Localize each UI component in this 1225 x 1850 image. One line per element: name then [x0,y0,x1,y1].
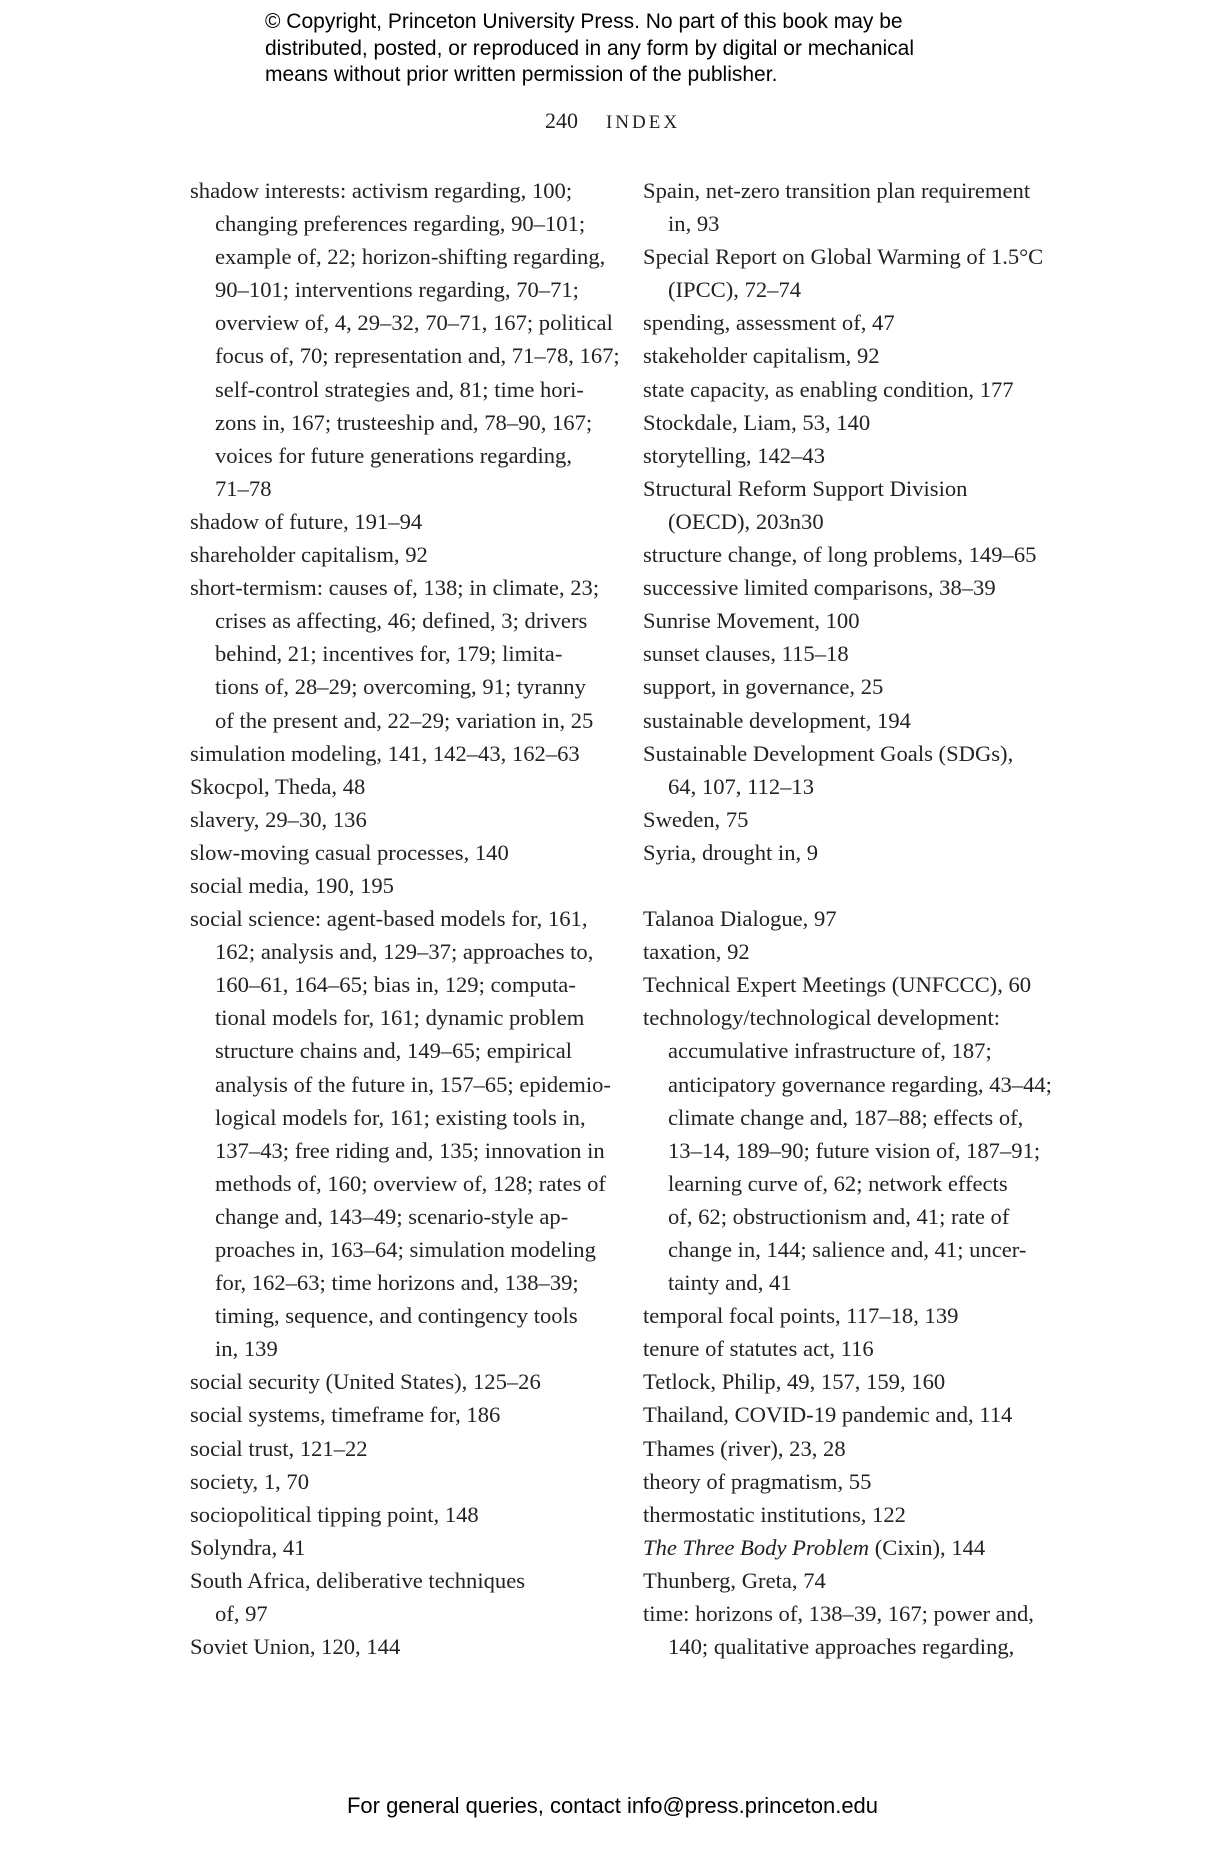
index-entry-heading-line: short-termism: causes of, 138; in climate, 23; [190,575,600,601]
index-entry [643,1564,1073,1597]
index-entry-heading-line: shareholder capitalism, 92 [190,542,428,568]
index-entry [643,174,1073,240]
index-entry [643,670,1073,703]
index-entry [643,1365,1073,1398]
index-entry [190,1630,610,1663]
index-entry [643,902,1073,935]
index-entry-heading-line: social trust, 121–22 [190,1435,368,1461]
index-entry-heading-line: simulation modeling, 141, 142–43, 162–63 [190,740,580,766]
index-entry-continuation-line: behind, 21; incentives for, 179; limita- [215,641,563,667]
index-entry-heading-line: Syria, drought in, 9 [643,839,819,865]
index-entry-heading-line: Technical Expert Meetings (UNFCCC), 60 [643,972,1032,998]
index-entry-continuation-line: 71–78 [215,475,272,501]
index-entry-continuation-line: self-control strategies and, 81; time hori- [215,376,584,402]
index-entry [190,803,610,836]
index-entry-heading-line: Skocpol, Theda, 48 [190,773,366,799]
footer-contact: For general queries, contact info@press.princeton.edu [346,1793,879,1818]
index-entry-continuation-line: 137–43; free riding and, 135; innovation in [215,1137,605,1163]
index-entry-heading-line: Thunberg, Greta, 74 [643,1567,826,1593]
index-entry-heading-line: storytelling, 142–43 [643,442,825,468]
index-entry [643,737,1073,803]
index-entry [190,1498,610,1531]
index-entry [643,803,1073,836]
index-entry-continuation-line: tional models for, 161; dynamic problem [215,1005,585,1031]
index-entry [643,306,1073,339]
index-entry [643,571,1073,604]
index-entry [190,505,610,538]
index-entry [643,1597,1073,1663]
index-entry-heading-line: theory of pragmatism, 55 [643,1468,872,1494]
index-entry [643,406,1073,439]
page-number: 240 [544,108,578,133]
index-entry [643,1432,1073,1465]
index-entry-heading-line: social science: agent-based models for, 161, [190,906,588,932]
index-entry [190,869,610,902]
index-entry [643,472,1073,538]
index-entry-continuation-line: methods of, 160; overview of, 128; rates of [215,1170,606,1196]
index-entry-continuation-line: changing preferences regarding, 90–101; [215,211,586,237]
index-entry [190,902,610,1365]
index-entry-continuation-line: tainty and, 41 [668,1270,792,1296]
index-entry [190,1465,610,1498]
index-entry-continuation-line: overview of, 4, 29–32, 70–71, 167; political [215,310,613,336]
index-entry-continuation-line: of the present and, 22–29; variation in, 25 [215,707,594,733]
index-entry-heading-line: Thailand, COVID-19 pandemic and, 114 [643,1402,1013,1428]
index-entry-continuation-line: crises as affecting, 46; defined, 3; drivers [215,608,588,634]
index-entry-heading-line: Soviet Union, 120, 144 [190,1634,401,1660]
index-entry-continuation-line: proaches in, 163–64; simulation modeling [215,1237,596,1262]
index-entry-continuation-line: zons in, 167; trusteeship and, 78–90, 167; [215,409,593,435]
index-entry [190,1531,610,1564]
index-entry [190,1432,610,1465]
index-entry-heading-line: society, 1, 70 [190,1468,310,1494]
index-entry-heading-line: Talanoa Dialogue, 97 [643,906,837,932]
index-entry-continuation-line: in, 93 [668,211,720,237]
index-entry-continuation-line: analysis of the future in, 157–65; epidemio- [215,1071,611,1097]
book-title: The Three Body Problem [643,1534,870,1560]
index-entry-continuation-line: logical models for, 161; existing tools in, [215,1104,586,1130]
index-entry-heading-line: structure change, of long problems, 149–65 [643,542,1037,568]
index-entry-heading-line: social media, 190, 195 [190,872,394,898]
index-entry-continuation-line: anticipatory governance regarding, 43–44; [668,1071,1052,1097]
index-entry [643,1398,1073,1431]
index-entry-heading-line: The Three Body Problem (Cixin), 144 [643,1534,986,1560]
index-entry-heading-line: South Africa, deliberative techniques [190,1567,526,1593]
index-entry-continuation-line: in, 139 [215,1336,278,1362]
index-entry [643,538,1073,571]
index-entry-continuation-line: of, 62; obstructionism and, 41; rate of [668,1203,1010,1229]
index-entry-continuation-line: climate change and, 187–88; effects of, [668,1104,1024,1130]
index-entry [190,174,620,505]
index-entry-continuation-line: (OECD), 203n30 [668,508,824,534]
index-entry-heading-line: thermostatic institutions, 122 [643,1501,906,1527]
copyright-line: © Copyright, Princeton University Press. No part of this book may be [265,10,903,33]
index-entry-heading-line: sustainable development, 194 [643,707,911,733]
index-entry [643,968,1073,1001]
letter-group-spacer [643,869,1073,902]
index-entry [190,737,610,770]
index-entry-heading-line: successive limited comparisons, 38–39 [643,575,996,601]
index-entry [643,1001,1073,1299]
index-entry-continuation-line: accumulative infrastructure of, 187; [668,1038,992,1064]
index-entry [643,637,1073,670]
index-entry-continuation-line: 160–61, 164–65; bias in, 129; computa- [215,972,576,998]
index-entry [190,1398,610,1431]
index-entry-heading-line: Tetlock, Philip, 49, 157, 159, 160 [643,1369,946,1395]
index-entry [643,1299,1073,1332]
index-entry-continuation-line: of, 97 [215,1601,268,1627]
index-entry-continuation-line: 90–101; interventions regarding, 70–71; [215,277,579,303]
section-title: INDEX [605,112,681,133]
index-entry-continuation-line: for, 162–63; time horizons and, 138–39; [215,1270,579,1296]
index-entry [190,1365,610,1398]
index-entry [643,373,1073,406]
index-entry-heading-line: Sustainable Development Goals (SDGs), [643,740,1014,766]
index-column-left [190,174,620,1663]
index-entry-continuation-line: timing, sequence, and contingency tools [215,1303,578,1329]
copyright-line: distributed, posted, or reproduced in any form by digital or mechanical [265,36,915,60]
index-entry-continuation-line: 140; qualitative approaches regarding, [668,1634,1015,1660]
index-entry [643,240,1073,306]
index-entry-continuation-line: structure chains and, 149–65; empirical [215,1038,572,1064]
index-entry [643,1332,1073,1365]
index-entry [643,1531,1073,1564]
index-entry-heading-line: time: horizons of, 138–39, 167; power and, [643,1601,1034,1627]
index-entry-heading-line: taxation, 92 [643,939,750,965]
index-entry-heading-line: Sunrise Movement, 100 [643,608,860,634]
index-entry-continuation-line: learning curve of, 62; network effects [668,1170,1008,1196]
index-entry [643,836,1073,869]
index-entry-heading-line: sunset clauses, 115–18 [643,641,849,667]
index-entry-heading-line: slavery, 29–30, 136 [190,806,367,832]
index-entry-heading-line: tenure of statutes act, 116 [643,1336,874,1362]
copyright-notice [265,9,1025,89]
index-entry-heading-line: state capacity, as enabling condition, 177 [643,376,1014,402]
index-entry-heading-line: sociopolitical tipping point, 148 [190,1501,479,1527]
index-entry-continuation-line: voices for future generations regarding, [215,442,572,468]
index-entry-heading-line: support, in governance, 25 [643,674,884,700]
index-entry-heading-line: Sweden, 75 [643,806,749,832]
index-entry-heading-line: Special Report on Global Warming of 1.5°C [643,244,1044,270]
index-entry-heading-line: Spain, net-zero transition plan requirement [643,178,1031,203]
index-entry-heading-line: temporal focal points, 117–18, 139 [643,1303,959,1329]
index-entry [643,604,1073,637]
index-entry [190,571,610,736]
index-entry-heading-line: stakeholder capitalism, 92 [643,343,880,369]
index-entry-heading-line: Stockdale, Liam, 53, 140 [643,409,871,435]
index-entry-continuation-line: change in, 144; salience and, 41; uncer- [668,1237,1027,1262]
index-entry-continuation-line: 13–14, 189–90; future vision of, 187–91; [668,1137,1041,1163]
index-entry-heading-line: social systems, timeframe for, 186 [190,1402,501,1428]
index-entry-continuation-line: 64, 107, 112–13 [668,773,815,799]
index-entry [190,836,610,869]
index-entry-heading-line: shadow of future, 191–94 [190,508,423,534]
index-entry [643,935,1073,968]
index-column-right [643,174,1073,1663]
index-entry [643,1465,1073,1498]
index-entry [643,1498,1073,1531]
index-entry-heading-line: technology/technological development: [643,1005,1000,1031]
index-entry [190,770,610,803]
index-entry-continuation-line: tions of, 28–29; overcoming, 91; tyranny [215,674,586,700]
index-entry-continuation-line: (IPCC), 72–74 [668,277,802,303]
index-entry [190,1564,610,1630]
index-entry-continuation-line: focus of, 70; representation and, 71–78, 167; [215,343,620,369]
running-head [0,108,1225,134]
index-entry-heading-line: Structural Reform Support Division [643,475,968,501]
index-entry-continuation-line: change and, 143–49; scenario-style ap- [215,1203,569,1229]
index-entry-heading-line: Thames (river), 23, 28 [643,1435,846,1461]
index-entry-continuation-line: example of, 22; horizon-shifting regarding, [215,244,606,270]
index-entry-heading-line: social security (United States), 125–26 [190,1369,541,1395]
index-entry [643,704,1073,737]
index-entry [643,339,1073,372]
index-entry-heading-line: Solyndra, 41 [190,1534,306,1560]
index-entry [190,538,610,571]
index-entry-heading-line: slow-moving casual processes, 140 [190,839,509,865]
index-entry-heading-line: spending, assessment of, 47 [643,310,895,336]
index-entry-heading-line: shadow interests: activism regarding, 100; [190,178,573,203]
index-entry-continuation-line: 162; analysis and, 129–37; approaches to, [215,939,594,965]
index-entry [643,439,1073,472]
copyright-line: means without prior written permission of the publisher. [265,63,778,86]
